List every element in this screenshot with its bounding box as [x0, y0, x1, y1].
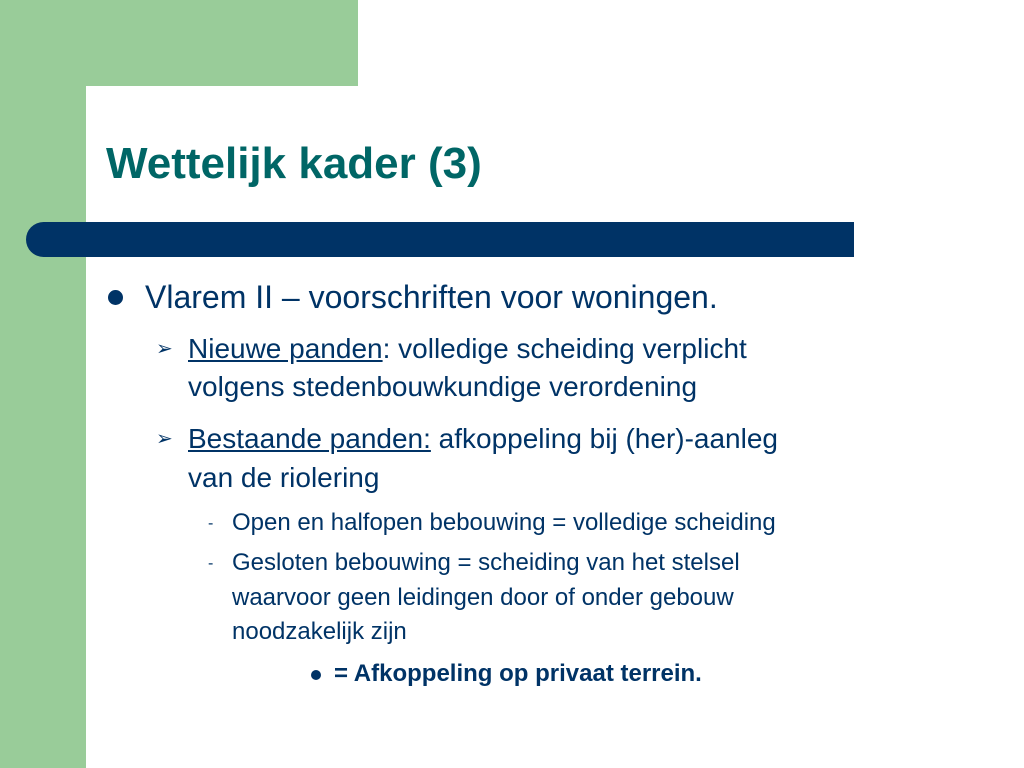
bullet-text-continuation: volgens stedenbouwkundige verordening [188, 371, 698, 402]
bullet-text: Open en halfopen bebouwing = volledige scheiding [232, 509, 776, 536]
bullet-text: : volledige scheiding verplicht [382, 333, 747, 364]
bullet-line [188, 425, 778, 453]
bullet-text: Vlarem II – voorschriften voor woningen. [145, 279, 718, 315]
bullet-text-continuation: noodzakelijk zijn [232, 618, 407, 645]
underlined-label: Bestaande panden: [188, 423, 431, 454]
bullet-text-bold: = Afkoppeling op privaat terrein. [334, 660, 702, 687]
bullet-text: Gesloten bebouwing = scheiding van het stelsel [232, 549, 740, 576]
bullet-text: afkoppeling bij (her)-aanleg [430, 423, 778, 454]
bullet-text-continuation: van de riolering [188, 462, 380, 493]
dash-bullet-icon: - [208, 555, 214, 572]
dash-bullet-icon: - [208, 515, 214, 532]
slide-title: Wettelijk kader (3) [106, 139, 482, 188]
chevron-right-bullet-icon: ➢ [156, 338, 173, 360]
bullet-line [188, 335, 747, 363]
chevron-right-bullet-icon: ➢ [156, 428, 173, 450]
filled-circle-bullet-icon [108, 290, 123, 305]
bullet-text-continuation: waarvoor geen leidingen door of onder gebouw [232, 584, 734, 611]
underlined-label: Nieuwe panden [188, 333, 383, 364]
small-circle-bullet-icon [311, 670, 321, 680]
